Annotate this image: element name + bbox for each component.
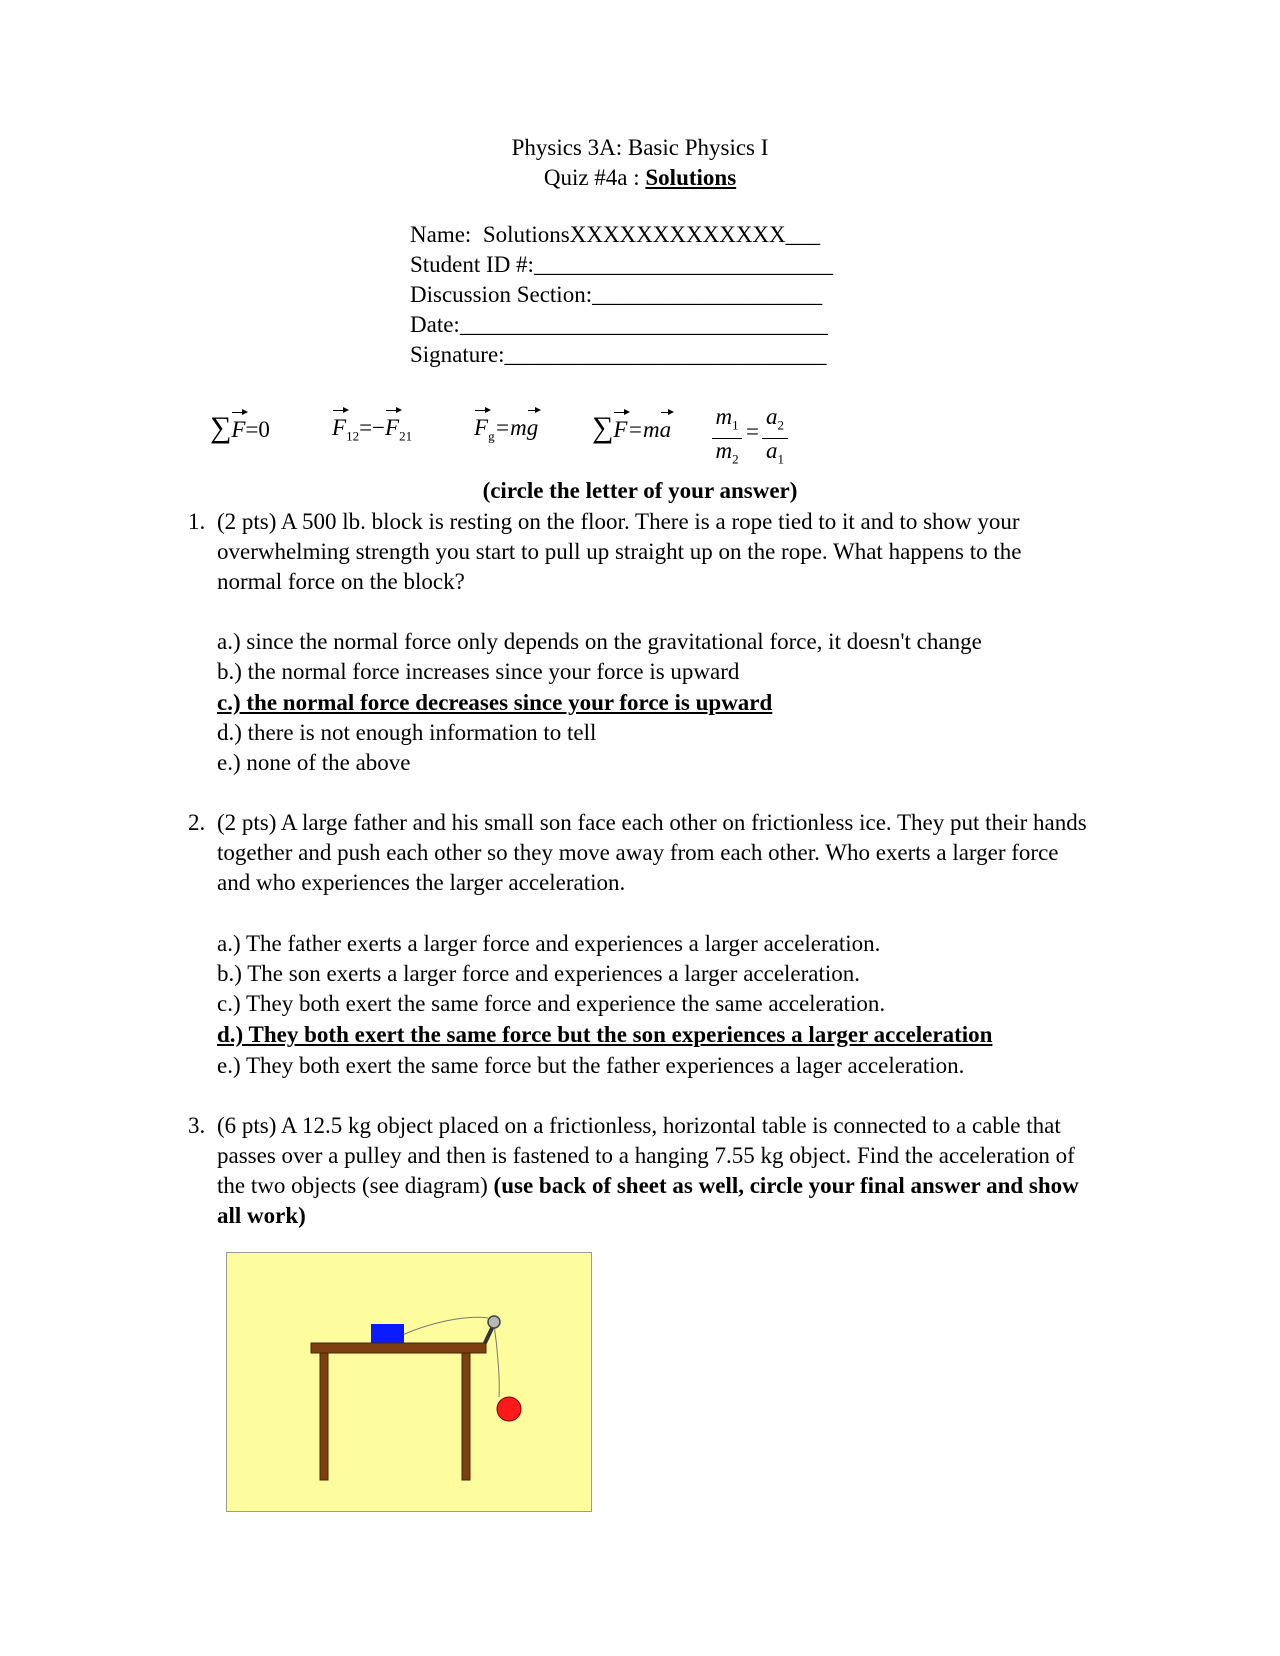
quiz-subtitle bbox=[0, 163, 1280, 193]
q1-option-b[interactable]: b.) the normal force increases since your force is upward bbox=[217, 659, 740, 684]
question-number: 2. bbox=[188, 810, 206, 835]
quiz-label: Quiz #4a : bbox=[543, 165, 640, 190]
name-field bbox=[410, 220, 820, 250]
block-mass-1 bbox=[371, 1324, 404, 1343]
question-number: 3. bbox=[188, 1113, 206, 1138]
field-label: Signature: bbox=[410, 342, 505, 367]
q2-option-d-correct[interactable]: d.) They both exert the same force but the son experiences a larger acceleration bbox=[217, 1022, 993, 1047]
hanging-mass-2 bbox=[497, 1397, 521, 1421]
field-value: ____________________________ bbox=[504, 342, 827, 367]
table-leg-left bbox=[320, 1353, 328, 1480]
question-number: 1. bbox=[188, 509, 206, 534]
q2-option-b[interactable]: b.) The son exerts a larger force and experiences a larger acceleration. bbox=[217, 961, 861, 986]
question-3 bbox=[188, 1111, 1088, 1231]
formula-gravity: $F_g=mg$ bbox=[474, 415, 539, 444]
field-label: Discussion Section: bbox=[410, 282, 593, 307]
field-label: Name: bbox=[410, 222, 472, 247]
question-text: (2 pts) A large father and his small son face each other on frictionless ice. They put their hands together and push each other so they move away from each other. Who exerts a larger force and who experiences the larger acceleration. bbox=[217, 810, 1087, 895]
pulley-diagram bbox=[226, 1252, 592, 1512]
pulley-icon bbox=[488, 1316, 500, 1328]
question-text: (2 pts) A 500 lb. block is resting on the floor. There is a rope tied to it and to show your overwhelming strength you start to pull up straight up on the rope. What happens to the normal force on the block? bbox=[217, 509, 1022, 594]
field-value: ____________________ bbox=[592, 282, 823, 307]
discussion-section-field bbox=[410, 280, 822, 310]
field-value: __________________________ bbox=[533, 252, 833, 277]
table-leg-right bbox=[462, 1353, 470, 1480]
formula-newton-second: ∑F=ma bbox=[592, 411, 672, 444]
question-text: (6 pts) A 12.5 kg object placed on a frictionless, horizontal table is connected to a cable that passes over a pulley and then is fastened to a hanging 7.55 kg object. Find the acceleration of the two objects (see diagram) bbox=[217, 1113, 1075, 1198]
q2-option-e[interactable]: e.) They both exert the same force but the father experiences a lager acceleration. bbox=[217, 1053, 965, 1078]
q1-option-a[interactable]: a.) since the normal force only depends on the gravitational force, it doesn't change bbox=[217, 629, 982, 654]
formula-equilibrium: ∑F=0 bbox=[210, 411, 270, 444]
instruction-text: (circle the letter of your answer) bbox=[482, 478, 798, 503]
field-label: Student ID #: bbox=[410, 252, 534, 277]
field-value: ________________________________ bbox=[459, 312, 828, 337]
date-field bbox=[410, 310, 828, 340]
question-text-wrapper bbox=[217, 1111, 1088, 1231]
course-title: Physics 3A: Basic Physics I bbox=[511, 135, 769, 160]
field-value: SolutionsXXXXXXXXXXXXX___ bbox=[482, 222, 821, 247]
quiz-type: Solutions bbox=[645, 165, 737, 190]
q2-option-a[interactable]: a.) The father exerts a larger force and experiences a larger acceleration. bbox=[217, 931, 881, 956]
formula-newton-third: $F_{12}=-F_{21}$ bbox=[332, 415, 413, 444]
q1-option-c-correct[interactable]: c.) the normal force decreases since your force is upward bbox=[217, 690, 773, 715]
question-text-bold: (use back of sheet as well, circle your final answer and show all work) bbox=[217, 1173, 1079, 1228]
table-top bbox=[311, 1343, 486, 1353]
q1-option-d[interactable]: d.) there is not enough information to tell bbox=[217, 720, 597, 745]
formula-bar: ∑F=0 $F_{12}=-F_{21}$ $F_g=mg$ ∑F=ma $\frac{m_1}{m_2}$ = $\frac{a_2}{a_1}$ bbox=[210, 405, 850, 469]
q2-option-c[interactable]: c.) They both exert the same force and experience the same acceleration. bbox=[217, 991, 886, 1016]
student-id-field bbox=[410, 250, 833, 280]
field-label: Date: bbox=[410, 312, 460, 337]
question-2 bbox=[188, 808, 1088, 898]
question-1 bbox=[188, 507, 1088, 597]
q1-option-e[interactable]: e.) none of the above bbox=[217, 750, 411, 775]
diagram-background bbox=[227, 1253, 592, 1512]
signature-field bbox=[410, 340, 827, 370]
